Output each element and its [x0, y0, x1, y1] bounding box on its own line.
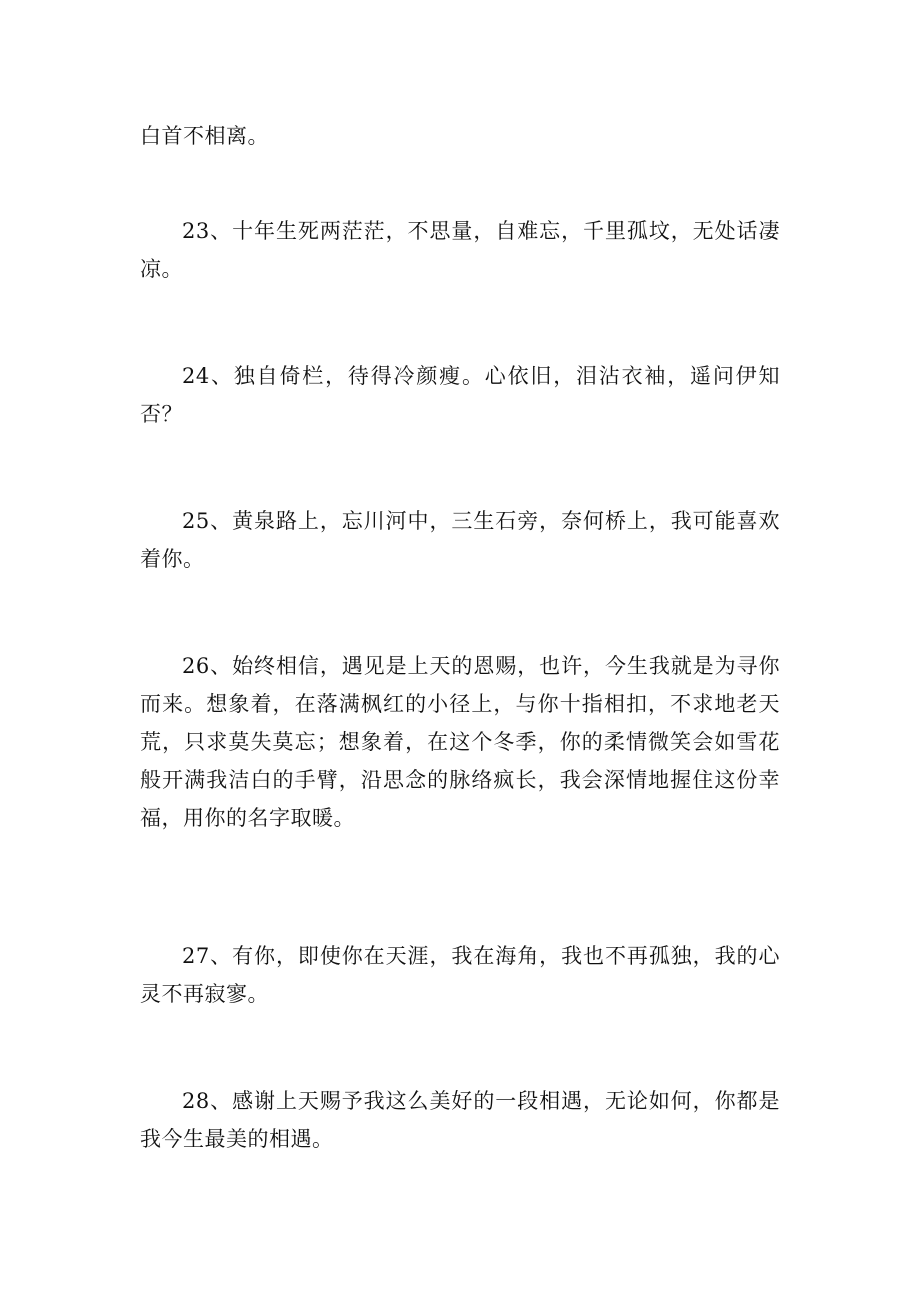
- paragraph-fragment: 白首不相离。: [140, 124, 269, 148]
- paragraph-24: 24、独自倚栏，待得冷颜瘦。心依旧，泪沾衣袖，遥问伊知否？: [140, 364, 780, 426]
- paragraph-28: 28、感谢上天赐予我这么美好的一段相遇，无论如何，你都是我今生最美的相遇。: [140, 1089, 780, 1151]
- paragraph-27: 27、有你，即使你在天涯，我在海角，我也不再孤独，我的心灵不再寂寥。: [140, 944, 780, 1006]
- paragraph-26: 26、始终相信，遇见是上天的恩赐，也许，今生我就是为寻你而来。想象着，在落满枫红的小径上，与你十指相扣，不求地老天荒，只求莫失莫忘；想象着，在这个冬季，你的柔情微笑会如雪花般开满我洁白的手臂，沿思念的脉络疯长，我会深情地握住这份幸福，用你的名字取暖。: [140, 654, 780, 830]
- paragraph-25: 25、黄泉路上，忘川河中，三生石旁，奈何桥上，我可能喜欢着你。: [140, 509, 780, 571]
- paragraph-23: 23、十年生死两茫茫，不思量，自难忘，千里孤坟，无处话凄凉。: [140, 219, 780, 281]
